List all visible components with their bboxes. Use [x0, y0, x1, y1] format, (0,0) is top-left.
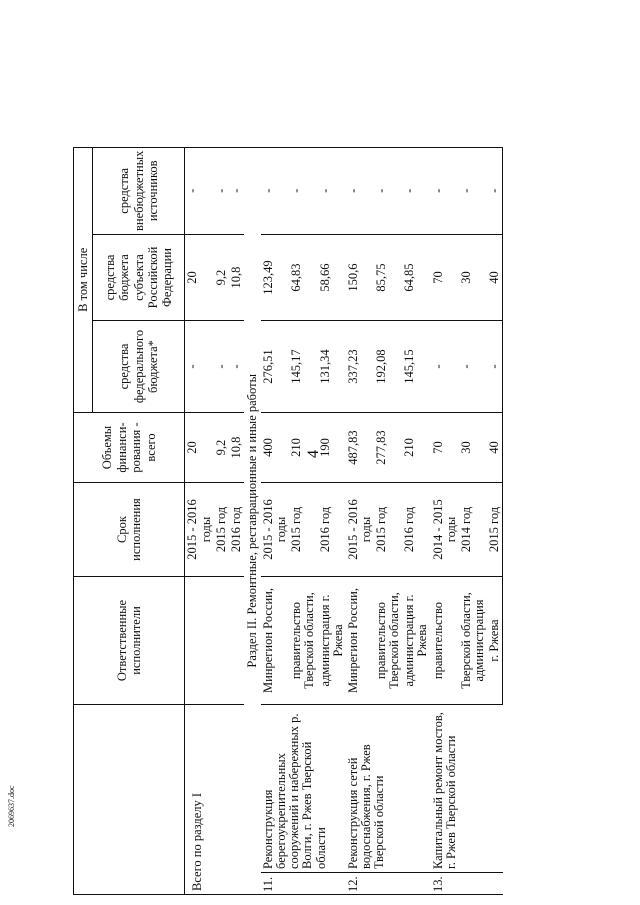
federal-cell: - — [487, 321, 503, 413]
regional-cell: 150,6 — [346, 235, 374, 321]
federal-cell: - — [229, 321, 244, 413]
period-cell: 2015 - 2016 годы — [185, 483, 214, 577]
table-row — [431, 147, 459, 894]
header-including: В том числе — [74, 147, 93, 412]
document-reference: 2069637.doc — [7, 785, 16, 827]
regional-cell: 9,2 — [214, 235, 229, 321]
offbudget-cell: - — [402, 147, 430, 234]
period-cell: 2016 год — [229, 483, 244, 577]
offbudget-cell: - — [261, 147, 289, 234]
regional-cell: 123,49 — [261, 235, 289, 321]
total-section1-executor — [185, 577, 244, 705]
executor-cell: администрация г. Ржева — [318, 577, 346, 705]
financing-table — [73, 147, 503, 895]
item-name: Реконструкция берегоукрепительных сооружений и набережных р. Волги, г. Ржев Тверской области — [261, 705, 346, 873]
total-cell: 487,83 — [346, 413, 374, 483]
offbudget-cell: - — [318, 147, 346, 234]
offbudget-cell: - — [289, 147, 317, 234]
header-executors: Ответственные исполнители — [74, 577, 185, 705]
item-number: 11. — [261, 873, 346, 895]
period-cell: 2015 - 2016 годы — [346, 483, 374, 577]
period-cell: 2015 год — [214, 483, 229, 577]
regional-cell: 20 — [185, 235, 214, 321]
header-offbudget: средства внебюджетных источников — [93, 147, 185, 234]
total-cell: 10,8 — [229, 413, 244, 483]
period-cell: 2015 год — [374, 483, 402, 577]
offbudget-cell: - — [346, 147, 374, 234]
regional-cell: 58,66 — [318, 235, 346, 321]
total-cell: 277,83 — [374, 413, 402, 483]
total-section1-label: Всего по разделу I — [185, 705, 244, 895]
period-cell: 2015 - 2016 годы — [261, 483, 289, 577]
period-cell: 2016 год — [402, 483, 430, 577]
offbudget-cell: - — [214, 147, 229, 234]
period-cell: 2014 - 2015 годы — [431, 483, 459, 577]
item-name: Реконструкция сетей водоснабжения, г. Ржев Тверской области — [346, 705, 431, 873]
federal-cell: - — [431, 321, 459, 413]
executor-cell: правительство Тверской области, — [374, 577, 402, 705]
executor-cell: Минрегион России, — [346, 577, 374, 705]
regional-cell: 64,85 — [402, 235, 430, 321]
offbudget-cell: - — [459, 147, 487, 234]
federal-cell: 337,23 — [346, 321, 374, 413]
total-cell: 210 — [289, 413, 317, 483]
executor-cell: г. Ржева — [487, 577, 503, 705]
total-cell: 190 — [318, 413, 346, 483]
federal-cell: 131,34 — [318, 321, 346, 413]
executor-cell: Тверской области, администрация — [459, 577, 487, 705]
executor-cell: правительство — [431, 577, 459, 705]
total-cell: 30 — [459, 413, 487, 483]
section2-title: Раздел II. Ремонтные, реставрационные и иные работы — [244, 147, 261, 894]
federal-cell: 276,51 — [261, 321, 289, 413]
total-cell: 400 — [261, 413, 289, 483]
total-cell: 40 — [487, 413, 503, 483]
financing-table-rotated — [73, 65, 633, 895]
total-cell: 70 — [431, 413, 459, 483]
federal-cell: 145,17 — [289, 321, 317, 413]
regional-cell: 64,83 — [289, 235, 317, 321]
item-number: 12. — [346, 873, 431, 895]
section-title-row — [244, 147, 261, 894]
federal-cell: - — [185, 321, 214, 413]
table-row — [185, 147, 214, 894]
item-number: 13. — [431, 873, 503, 895]
period-cell: 2015 год — [289, 483, 317, 577]
table-row — [261, 147, 289, 894]
regional-cell: 85,75 — [374, 235, 402, 321]
header-name-blank — [74, 705, 185, 895]
regional-cell: 30 — [459, 235, 487, 321]
regional-cell: 10,8 — [229, 235, 244, 321]
offbudget-cell: - — [374, 147, 402, 234]
period-cell: 2014 год — [459, 483, 487, 577]
total-cell: 20 — [185, 413, 214, 483]
executor-cell: правительство Тверской области, — [289, 577, 317, 705]
period-cell: 2015 год — [487, 483, 503, 577]
total-cell: 9,2 — [214, 413, 229, 483]
federal-cell: - — [214, 321, 229, 413]
executor-cell: администрация г. Ржева — [402, 577, 430, 705]
total-cell: 210 — [402, 413, 430, 483]
header-period: Срок исполнения — [74, 483, 185, 577]
header-total: Объемы финанси-рования - всего — [74, 413, 185, 483]
header-regional: средства бюджета субъекта Российской Федерации — [93, 235, 185, 321]
offbudget-cell: - — [229, 147, 244, 234]
period-cell: 2016 год — [318, 483, 346, 577]
offbudget-cell: - — [487, 147, 503, 234]
offbudget-cell: - — [431, 147, 459, 234]
federal-cell: 192,08 — [374, 321, 402, 413]
offbudget-cell: - — [185, 147, 214, 234]
federal-cell: 145,15 — [402, 321, 430, 413]
federal-cell: - — [459, 321, 487, 413]
regional-cell: 40 — [487, 235, 503, 321]
header-federal: средства федерального бюджета* — [93, 321, 185, 413]
page-number: 4 — [305, 450, 322, 458]
regional-cell: 70 — [431, 235, 459, 321]
table-row — [346, 147, 374, 894]
table-body — [185, 147, 503, 894]
item-name: Капитальный ремонт мостов, г. Ржев Тверской области — [431, 705, 503, 873]
executor-cell: Минрегион России, — [261, 577, 289, 705]
